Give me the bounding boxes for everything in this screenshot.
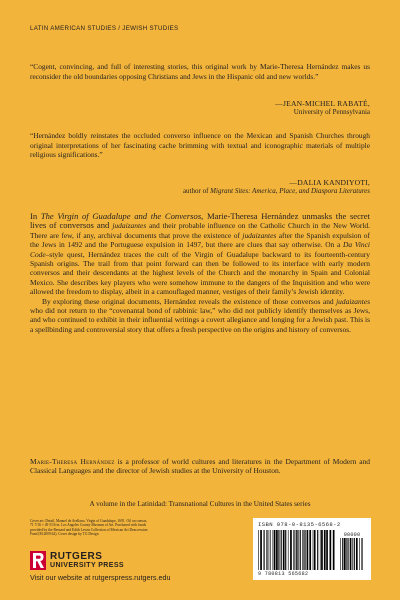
description-paragraph-1: In The Virgin of Guadalupe and the Conversos, Marie-Theresa Hernández unmasks the secret lives of conversos and judaizantes and their probable influence on the Catholic Church in the New World. There are few, if any, archival documents that prove the existence of judaizantes after the Spanish expulsion of the Jews in 1492 and the Portuguese expulsion in 1497, but there are clues that say otherwise. On a Da Vinci Code–style quest, Hernández traces the cult of the Virgin of Guadalupe backward to its fourteenth-century Spanish origins. The trail from that point forward can then be followed to its interface with early modern conversos and their descendants at the highest levels of the Church and the monarchy in Spain and Colonial Mexico. She describes key players who were somehow immune to the dangers of the Inquisition and who were allowed the freedom to display, albeit in a camouflaged manner, vestiges of their family’s Jewish identity.: [30, 211, 370, 297]
barcode-bars: [258, 530, 367, 570]
blurb-attribution-2: [183, 178, 370, 197]
publisher-logo: [30, 551, 124, 570]
series-label: LATIN AMERICAN STUDIES / JEWISH STUDIES: [30, 25, 179, 32]
blurb-attribution-1: [275, 99, 370, 118]
blurb-quote-2: “Hernández boldly reinstates the occluded converso influence on the Mexican and Spanish Churches through original interpretations of her fascinating cache brimming with textual and iconographic materials of multiple religious significations.”: [30, 131, 370, 160]
publisher-name-line1: RUTGERS: [50, 550, 103, 562]
blurb-quote-1: “Cogent, convincing, and full of interesting stories, this original work by Marie-Theresa Hernández makes us reconsider the old boundaries opposing Christians and Jews in the Hispanic old and new worlds.”: [30, 62, 370, 81]
blurb-author-name: —DALIA KANDIYOTI,: [289, 178, 370, 187]
barcode-addon-number: 90000: [343, 532, 361, 538]
blurb-author-affiliation: author of Migrant Sites: America, Place, and Diaspora Literatures: [182, 187, 370, 196]
blurb-author-name: —JEAN-MICHEL RABATÉ,: [275, 99, 370, 108]
blurb-author-affiliation: University of Pennsylvania: [293, 108, 370, 117]
ean13-barcode-graphic: [258, 530, 336, 570]
description-paragraph-2: By exploring these original documents, Hernández reveals the existence of those conversos and judaizantes who did not return to the “covenantal bond of rabbinic law,” who did not publicly identify themselves as Jews, and who continued to exhibit in their influential writings a covert allegiance and longing for a Jewish past. This is a spellbinding and controversial story that offers a fresh perspective on the origins and history of conversos.: [30, 296, 370, 334]
publisher-name: [50, 552, 124, 570]
barcode-addon: [340, 532, 364, 570]
publisher-name-line2: UNIVERSITY PRESS: [50, 561, 124, 569]
cover-credits: Cover art: Detail, Manuel de Arellano, Virgin of Guadalupe, 1691. Oil on canvas, 71 7/16 × 49 5/16 in. Los Angeles County Museum of Art. Purchased with funds provided by the Bernard and Edith Lewin Collection of Mexican Art Deaccession Fund (M.2009.62). Cover design by TG Design: [30, 519, 148, 537]
series-note: A volume in the Latinidad: Transnational Cultures in the United States series: [89, 500, 311, 508]
barcode-digits: 9 780813 565682: [258, 571, 309, 577]
author-bio: Marie-Theresa Hernández is a professor of world cultures and literatures in the Department of Modern and Classical Languages and the director of Jewish studies at the University of Houston.: [30, 457, 371, 476]
isbn-label: ISBN 978-0-8135-6568-2: [258, 521, 341, 528]
isbn-barcode: [253, 518, 371, 580]
publisher-website: Visit our website at rutgerspress.rutgers.edu: [30, 573, 171, 582]
book-description: [30, 212, 370, 334]
addon-barcode-graphic: [340, 538, 364, 570]
rutgers-r-logo-icon: [30, 551, 46, 570]
